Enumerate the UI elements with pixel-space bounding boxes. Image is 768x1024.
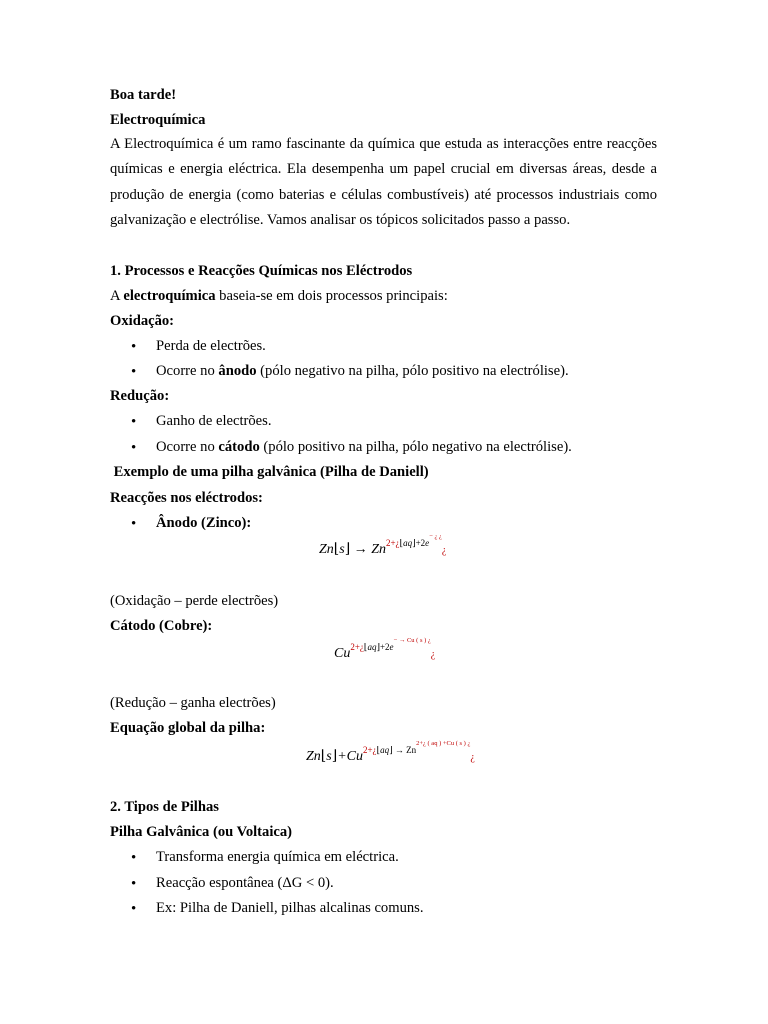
eq-sup: → Zn (394, 745, 417, 755)
eq-term: Zn (306, 749, 321, 764)
item-post: (pólo positivo na pilha, pólo negativo na electrólise). (259, 439, 572, 455)
bullet: • (131, 440, 137, 456)
lead-post: baseia-se em dois processos principais: (215, 288, 448, 304)
eq-sup: 2+¿ ( aq ) +Cu ( s ) ¿ (416, 740, 471, 747)
eq-sup: e (425, 538, 430, 548)
oxidation-item-2 (156, 362, 569, 380)
anode-equation: Zn⌊s⌋ → $Zn^{2+¿⌊aq⌋+2e^{- ¿ ¿}}¿$ (319, 533, 447, 557)
electrode-reactions-label: Reacções nos eléctrodos: (110, 490, 263, 506)
bullet: • (131, 414, 137, 430)
eq-term: ¿ (430, 649, 436, 660)
eq-term: s (339, 542, 345, 557)
global-equation-label: Equação global da pilha: (110, 720, 266, 736)
bullet: • (131, 339, 137, 355)
eq-sup: 2+¿ (362, 745, 377, 755)
page-title: Electroquímica (110, 112, 206, 128)
reduction-note: (Redução – ganha electrões) (110, 695, 276, 711)
eq-sup: − → Cu ( s ) ¿ (393, 637, 431, 644)
oxidation-label: Oxidação: (110, 313, 175, 329)
galvanic-item-2: Reacção espontânea (ΔG < 0). (156, 875, 334, 891)
galvanic-item-1: Transforma energia química em eléctrica. (156, 849, 399, 865)
eq-term: Zn (371, 542, 386, 557)
example-heading: Exemplo de uma pilha galvânica (Pilha de Daniell) (110, 464, 429, 480)
lead-pre: A (110, 288, 124, 304)
eq-superscript: 2+¿⌊aq⌋ → Zn2+¿ ( aq ) +Cu ( s ) ¿ (362, 740, 471, 755)
eq-sup: aq (403, 538, 413, 548)
bullet: • (131, 364, 137, 380)
section2-heading: 2. Tipos de Pilhas (110, 799, 219, 815)
reduction-item-1: Ganho de electrões. (156, 413, 272, 429)
item-post: (pólo negativo na pilha, pólo positivo na electrólise). (256, 363, 569, 379)
eq-sup: aq (367, 642, 377, 652)
item-bold: ânodo (218, 363, 257, 379)
anode-label: Ânodo (Zinco): (156, 515, 252, 531)
bullet: • (131, 850, 137, 866)
eq-sup: aq (380, 745, 390, 755)
eq-term: ¿ (470, 752, 475, 763)
eq-term: s (326, 749, 332, 764)
eq-sup: 2+¿ (350, 642, 364, 652)
bullet: • (131, 876, 137, 892)
galvanic-heading: Pilha Galvânica (ou Voltaica) (110, 824, 293, 840)
item-pre: Ocorre no (156, 363, 219, 379)
reduction-label: Redução: (110, 388, 170, 404)
section1-heading: 1. Processos e Reacções Químicas nos Eléctrodos (110, 263, 413, 279)
item-pre: Ocorre no (156, 439, 219, 455)
greeting: Boa tarde! (110, 87, 177, 103)
eq-term: Cu (334, 646, 351, 661)
cathode-label: Cátodo (Cobre): (110, 618, 213, 634)
intro-paragraph: A Electroquímica é um ramo fascinante da química que estuda as interacções entre reacções químicas e energia eléctrica. Ela desempenha um papel crucial em diversas áreas, desde a produção de energia (como baterias e células combustíveis) até processos industriais como galvanização e electrólise. Vamos analisar os tópicos solicitados passo a passo. (110, 136, 657, 229)
galvanic-item-3: Ex: Pilha de Daniell, pilhas alcalinas comuns. (156, 900, 424, 916)
eq-superscript: 2+¿⌊aq⌋+2e− ¿ ¿ (385, 533, 442, 548)
reduction-item-2 (156, 438, 572, 456)
bullet: • (131, 516, 137, 532)
eq-term: Zn (319, 542, 334, 557)
eq-sup: +2 (379, 642, 390, 652)
bullet: • (131, 901, 137, 917)
oxidation-item-1: Perda de electrões. (156, 338, 266, 354)
eq-sup: 2+¿ (385, 538, 400, 548)
eq-superscript: 2+¿⌊aq⌋+2e− → Cu ( s ) ¿ (350, 637, 431, 652)
global-equation: $Zn⌊s⌋+Cu^{2+¿⌊aq⌋ \to Zn^{2+¿ ( aq ) +Cu ( s ) ¿}}¿$ (306, 740, 475, 764)
section1-lead (110, 287, 448, 305)
eq-sup: − ¿ ¿ (429, 533, 442, 540)
eq-term: +Cu (337, 749, 363, 764)
eq-sup: +2 (415, 538, 426, 548)
eq-term: ¿ (441, 545, 447, 556)
oxidation-note: (Oxidação – perde electrões) (110, 593, 279, 609)
lead-bold: electroquímica (123, 288, 216, 304)
eq-sup: e (389, 642, 394, 652)
item-bold: cátodo (218, 439, 260, 455)
